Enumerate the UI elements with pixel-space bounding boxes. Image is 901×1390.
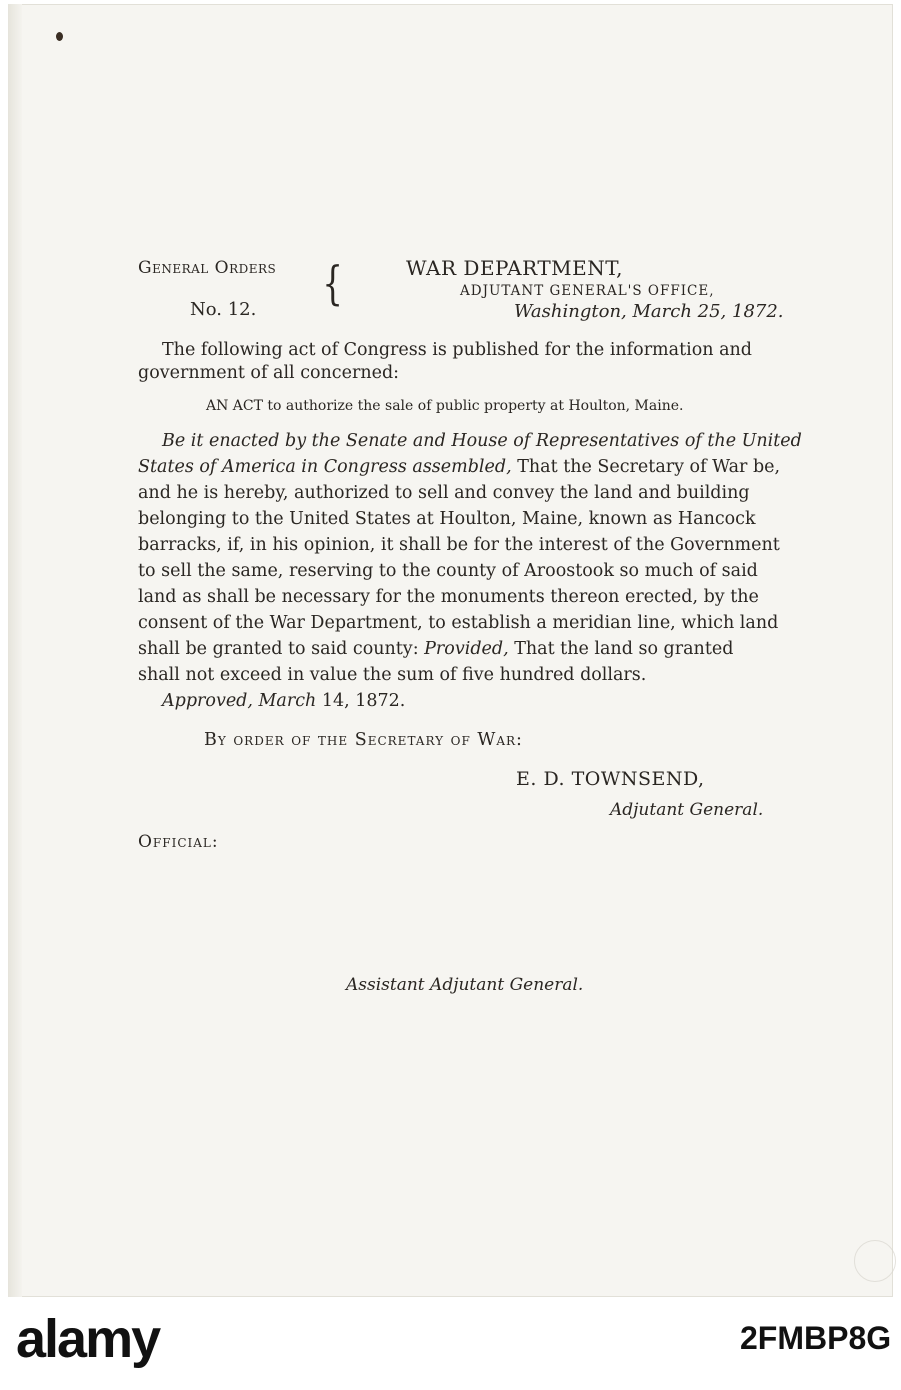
- by-order-line: By order of the Secretary of War:: [204, 730, 523, 750]
- general-orders-label: General Orders: [138, 258, 277, 278]
- ink-speck: [56, 32, 63, 41]
- enacting-rest: That the Secretary of War be,: [511, 457, 781, 477]
- intro-line-1: The following act of Congress is published for the information and: [162, 340, 752, 360]
- place-date: Washington, March 25, 1872.: [514, 301, 784, 322]
- signature-title: Adjutant General.: [610, 800, 764, 820]
- act-title: AN ACT to authorize the sale of public property at Houlton, Maine.: [206, 398, 684, 414]
- act-line-1: and he is hereby, authorized to sell and convey the land and building: [138, 483, 750, 503]
- enacting-line-2: [138, 454, 780, 480]
- orders-number: No. 12.: [190, 299, 257, 320]
- enacting-line-1: Be it enacted by the Senate and House of Representatives of the United: [162, 431, 802, 451]
- proviso-before: shall be granted to said county:: [138, 639, 425, 659]
- intro-line-2: government of all concerned:: [138, 363, 400, 383]
- page-spine: [8, 4, 22, 1297]
- act-line-5: land as shall be necessary for the monuments thereon erected, by the: [138, 587, 759, 607]
- proviso-line: [138, 636, 733, 662]
- act-line-6: consent of the War Department, to establish a meridian line, which land: [138, 613, 779, 633]
- signature-name: E. D. TOWNSEND,: [516, 768, 705, 790]
- approved-date: 14, 1872.: [316, 691, 406, 711]
- approved-line: [162, 688, 405, 714]
- enacting-italic: States of America in Congress assembled,: [138, 457, 512, 477]
- official-label: Official:: [138, 832, 219, 852]
- act-line-3: barracks, if, in his opinion, it shall be for the interest of the Government: [138, 535, 780, 555]
- image-id: 2FMBP8G: [740, 1320, 892, 1356]
- act-line-4: to sell the same, reserving to the county of Aroostook so much of said: [138, 561, 758, 581]
- proviso-italic: Provided,: [424, 639, 509, 659]
- proviso-after: That the land so granted: [508, 639, 734, 659]
- department-title: WAR DEPARTMENT,: [406, 256, 624, 280]
- act-line-2: belonging to the United States at Houlton, Maine, known as Hancock: [138, 509, 756, 529]
- act-last-line: shall not exceed in value the sum of five hundred dollars.: [138, 665, 647, 685]
- brace-mark: {: [322, 256, 343, 310]
- office-title: ADJUTANT GENERAL'S OFFICE,: [460, 283, 715, 299]
- library-stamp: [854, 1240, 896, 1282]
- approved-italic: Approved, March: [162, 691, 317, 711]
- alamy-logo: alamy: [16, 1309, 160, 1369]
- assistant-adjutant-general: Assistant Adjutant General.: [346, 975, 584, 995]
